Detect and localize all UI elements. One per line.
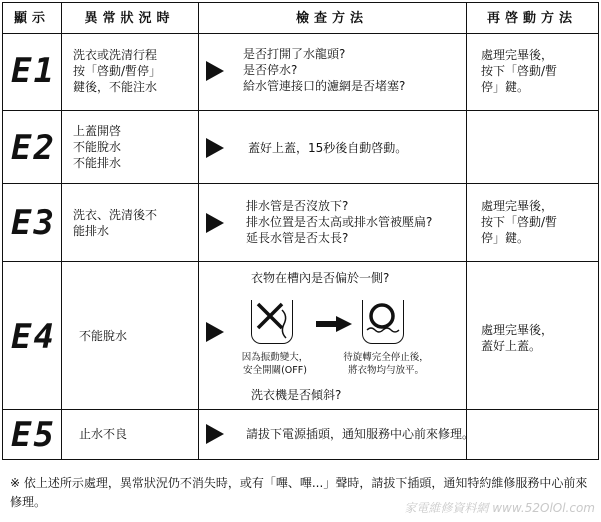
table-row-e1	[3, 34, 598, 111]
arrow-right-icon	[206, 213, 224, 233]
table-header	[3, 3, 598, 34]
fig-right-caption: 待旋轉完全停止後， 將衣物均勻放平。	[343, 352, 429, 376]
arrow-right-icon	[206, 138, 224, 158]
error-code: E3	[11, 203, 56, 243]
check-text-top: 衣物在槽內是否偏於一側?	[251, 271, 390, 285]
restart-text: 處理完畢後， 按下「啓動/暫 停」鍵。	[481, 199, 558, 245]
fig-left-caption: 因為振動變大， 安全開關(OFF)	[241, 352, 309, 376]
check-text: 排水管是否沒放下? 排水位置是否太高或排水管被壓扁? 延長水管是否太長?	[246, 199, 433, 245]
arrow-right-icon	[206, 424, 224, 444]
error-code: E4	[11, 317, 56, 357]
condition-text: 不能脫水	[79, 329, 128, 343]
error-code: E2	[11, 128, 56, 168]
table-row-e5	[3, 410, 598, 459]
condition-text: 洗衣或洗清行程 按「啓動/暫停」 鍵後，不能注水	[73, 48, 162, 94]
condition-text: 上蓋開啓 不能脫水 不能排水	[73, 124, 122, 170]
cross-icon	[252, 300, 292, 342]
table-row-e3	[3, 184, 598, 262]
check-text: 蓋好上蓋，15秒後自動啓動。	[248, 141, 408, 155]
check-text-bottom: 洗衣機是否傾斜?	[251, 388, 342, 402]
arrow-right-icon	[206, 61, 224, 81]
error-code: E5	[11, 415, 56, 455]
restart-text: 處理完畢後， 按下「啓動/暫 停」鍵。	[481, 48, 558, 94]
error-code: E1	[11, 51, 56, 91]
condition-text: 洗衣、洗清後不 能排水	[73, 208, 158, 238]
error-table	[2, 2, 599, 460]
footnote: ※ 依上述所示處理，異常狀況仍不消失時，或有「嗶、嗶...」聲時，請拔下插頭，通知特約維修服務中心前來修理。	[10, 476, 588, 509]
header-status: 異常狀況時	[84, 11, 175, 26]
condition-text: 止水不良	[79, 427, 128, 441]
unbalanced-tub-figure	[251, 300, 293, 344]
watermark: 家電維修資料網 www.52OlOl.com	[404, 501, 595, 515]
circle-icon	[363, 300, 403, 342]
balanced-tub-figure	[362, 300, 404, 344]
arrow-right-icon	[206, 322, 224, 342]
arrow-right-icon	[316, 316, 352, 332]
check-text: 是否打開了水龍頭? 是否停水? 給水管連接口的濾網是否堵塞?	[243, 47, 406, 93]
header-restart: 再啓動方法	[486, 11, 577, 26]
header-check: 檢查方法	[295, 11, 368, 26]
restart-text: 處理完畢後， 蓋好上蓋。	[481, 323, 554, 353]
table-row-e2	[3, 111, 598, 184]
header-display: 顯示	[13, 11, 50, 26]
check-text: 請拔下電源插頭，通知服務中心前來修理。	[246, 427, 475, 441]
table-row-e4	[3, 262, 598, 410]
